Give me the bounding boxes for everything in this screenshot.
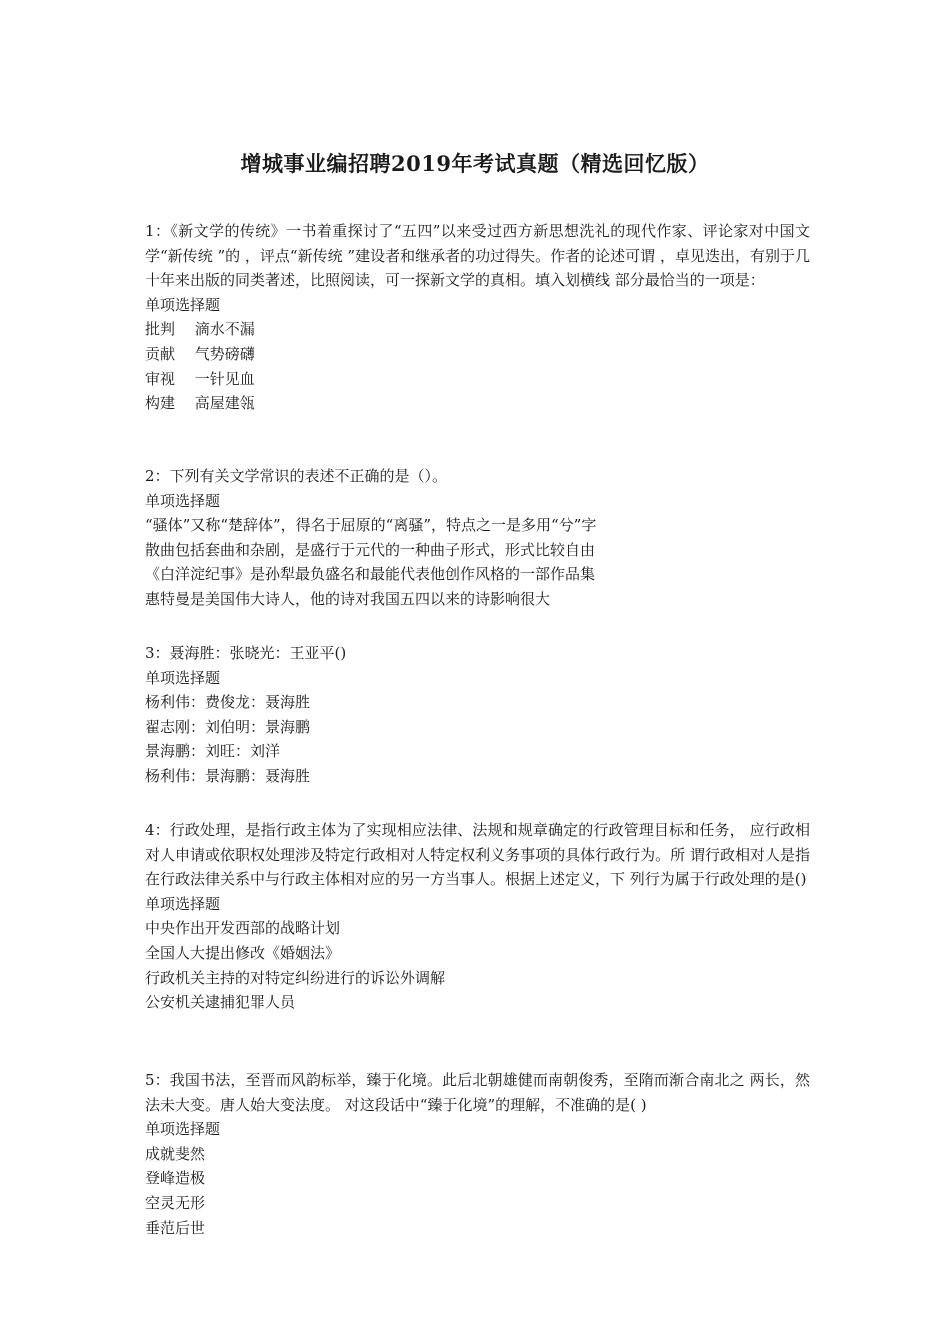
question-4 xyxy=(145,818,810,1015)
option-a: 杨利伟：费俊龙：聂海胜 xyxy=(145,693,311,712)
option-b: 散曲包括套曲和杂剧，是盛行于元代的一种曲子形式，形式比较自由 xyxy=(145,540,596,559)
page-title: 增城事业编招聘2019年考试真题（精选回忆版） xyxy=(240,151,710,176)
option-d: 惠特曼是美国伟大诗人，他的诗对我国五四以来的诗影响很大 xyxy=(145,589,551,608)
option-b: 登峰造极 xyxy=(145,1169,206,1188)
option-a: 批判 滴水不漏 xyxy=(145,320,255,339)
option-c: 景海鹏：刘旺：刘洋 xyxy=(145,742,281,761)
question-type: 单项选择题 xyxy=(145,295,221,314)
question-type: 单项选择题 xyxy=(145,894,221,913)
question-type: 单项选择题 xyxy=(145,491,221,510)
option-b: 全国人大提出修改《婚姻法》 xyxy=(145,943,341,962)
option-b: 贡献 气势磅礴 xyxy=(145,344,255,363)
option-c: 审视 一针见血 xyxy=(145,369,255,388)
option-c: 《白洋淀纪事》是孙犁最负盛名和最能代表他创作风格的一部作品集 xyxy=(145,565,596,584)
question-stem: 5：我国书法，至晋而风韵标举，臻于化境。此后北朝雄健而南朝俊秀，至隋而渐合南北之 两长，然法未大变。唐人始大变法度。 对这段话中“臻于化境”的理解，不准确的是( ) xyxy=(145,1071,810,1114)
question-stem: 4：行政处理，是指行政主体为了实现相应法律、法规和规章确定的行政管理目标和任务， 应行政相对人申请或依职权处理涉及特定行政相对人特定权利义务事项的具体行政行为。所 谓行政相对人是指在行政法律关系中与行政主体相对应的另一方当事人。根据上述定义，下 列行为属于行政处理的是() xyxy=(145,821,810,889)
option-a: 成就斐然 xyxy=(145,1144,206,1163)
option-a: 中央作出开发西部的战略计划 xyxy=(145,919,341,938)
option-c: 空灵无形 xyxy=(145,1193,206,1212)
option-d: 杨利伟：景海鹏：聂海胜 xyxy=(145,766,311,785)
question-type: 单项选择题 xyxy=(145,1120,221,1139)
question-stem: 1：《新文学的传统》一书着重探讨了“五四”以来受过西方新思想洗礼的现代作家、评论家对中国文学“新传统 ”的 ，评点“新传统 ”建设者和继承者的功过得失。作者的论述可谓 ，卓见迭出，有别于几十年来出版的同类著述，比照阅读，可一探新文学的真相。填入划横线 部分最恰当的一项是： xyxy=(145,222,810,290)
option-b: 翟志刚：刘伯明：景海鹏 xyxy=(145,717,311,736)
question-2 xyxy=(145,464,810,612)
question-1 xyxy=(145,219,810,416)
option-c: 行政机关主持的对特定纠纷进行的诉讼外调解 xyxy=(145,968,446,987)
question-stem: 2：下列有关文学常识的表述不正确的是（）。 xyxy=(145,467,448,485)
question-5 xyxy=(145,1068,810,1240)
question-3 xyxy=(145,641,810,789)
question-type: 单项选择题 xyxy=(145,668,221,687)
option-d: 公安机关逮捕犯罪人员 xyxy=(145,993,296,1012)
question-stem: 3：聂海胜：张晓光：王亚平() xyxy=(145,644,347,662)
option-d: 构建 高屋建瓴 xyxy=(145,394,255,413)
option-a: “骚体”又称“楚辞体”，得名于屈原的“离骚”，特点之一是多用“兮”字 xyxy=(145,516,597,535)
option-d: 垂范后世 xyxy=(145,1218,206,1237)
